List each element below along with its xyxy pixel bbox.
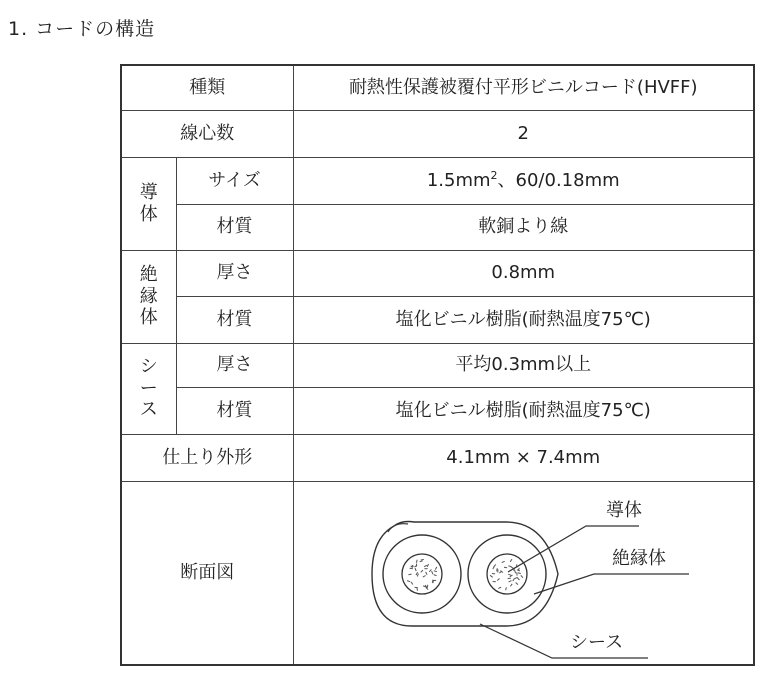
sheath-thickness-label: 厚さ <box>176 343 293 387</box>
conductor-group-label <box>121 157 176 250</box>
insulation-char: 体 <box>139 307 158 329</box>
strand-mark <box>490 575 493 577</box>
row-type <box>121 65 754 110</box>
outer-label: 仕上り外形 <box>121 434 293 481</box>
strand-mark <box>425 571 427 574</box>
strand-mark <box>515 582 517 584</box>
strand-mark <box>508 574 511 575</box>
strand-mark <box>520 575 522 577</box>
strand-mark <box>433 570 436 571</box>
strand-mark <box>407 580 410 581</box>
strand-mark <box>501 561 504 562</box>
cord-structure-table <box>120 64 755 666</box>
cross-section-diagram <box>294 482 755 664</box>
row-cores <box>121 110 754 157</box>
strand-mark <box>422 575 425 577</box>
strand-mark <box>498 587 501 588</box>
sheath-char: シ <box>139 356 158 378</box>
strand-mark <box>417 573 418 576</box>
strand-mark <box>416 559 417 562</box>
insulation-material-value: 塩化ビニル樹脂(耐熱温度75℃) <box>293 296 754 343</box>
insulation-thickness-value: 0.8mm <box>293 250 754 296</box>
row-conductor-size <box>121 157 754 204</box>
conductor-size-label: サイズ <box>176 157 293 204</box>
sheath-outline <box>372 521 558 626</box>
strand-mark <box>493 564 495 566</box>
cross-section-diagram-cell <box>293 481 754 665</box>
size-superscript: 2 <box>490 168 498 182</box>
label-sheath: シース <box>569 631 623 653</box>
strand-mark <box>427 564 428 567</box>
conductor-char: 体 <box>139 203 158 225</box>
strand-mark <box>496 568 497 571</box>
conductor-char: 導 <box>139 181 158 203</box>
row-cross-section <box>121 481 754 665</box>
row-sheath-thickness <box>121 343 754 387</box>
strand-mark <box>510 559 512 562</box>
strand-mark <box>431 571 432 574</box>
strand-mark <box>433 574 436 575</box>
label-conductor: 導体 <box>605 499 642 521</box>
sheath-char: ス <box>139 399 158 421</box>
strand-mark <box>420 559 423 560</box>
strand-mark <box>424 565 427 566</box>
outer-value: 4.1mm × 7.4mm <box>293 434 754 481</box>
right-conductor-strands <box>490 559 523 590</box>
strand-mark <box>416 572 417 575</box>
right-insulation <box>468 535 546 613</box>
row-sheath-material <box>121 387 754 434</box>
cores-value: 2 <box>293 110 754 157</box>
sheath-material-value: 塩化ビニル樹脂(耐熱温度75℃) <box>293 387 754 434</box>
sheath-thickness-value: 平均0.3mm以上 <box>293 343 754 387</box>
strand-mark <box>516 569 519 570</box>
insulation-material-label: 材質 <box>176 296 293 343</box>
conductor-size-value <box>293 157 754 204</box>
left-insulation <box>383 535 461 613</box>
strand-mark <box>505 587 506 590</box>
strand-mark <box>510 583 512 586</box>
strand-mark <box>432 580 433 583</box>
strand-mark <box>409 568 412 569</box>
strand-mark <box>420 570 422 572</box>
strand-mark <box>517 577 519 579</box>
strand-mark <box>429 569 431 571</box>
row-insulation-thickness <box>121 250 754 296</box>
size-main: 1.5mm <box>426 169 491 191</box>
strand-mark <box>416 587 417 590</box>
insulation-char: 縁 <box>139 285 158 307</box>
strand-mark <box>514 570 515 573</box>
strand-mark <box>499 571 502 573</box>
label-insulation: 絶縁体 <box>611 547 666 569</box>
size-rest: 、60/0.18mm <box>497 169 620 191</box>
conductor-material-label: 材質 <box>176 204 293 250</box>
strand-mark <box>425 585 427 588</box>
strand-mark <box>411 581 413 584</box>
insulation-thickness-label: 厚さ <box>176 250 293 296</box>
sheath-material-label: 材質 <box>176 387 293 434</box>
strand-mark <box>435 566 437 569</box>
strand-mark <box>517 572 520 573</box>
conductor-material-value: 軟銅より線 <box>293 204 754 250</box>
type-label: 種類 <box>121 65 293 110</box>
type-value: 耐熱性保護被覆付平形ビニルコード(HVFF) <box>293 65 754 110</box>
strand-mark <box>408 574 411 575</box>
row-outer-dimension <box>121 434 754 481</box>
cross-section-label: 断面図 <box>121 481 293 665</box>
strand-mark <box>419 560 422 561</box>
row-insulation-material <box>121 296 754 343</box>
left-conductor-strands <box>407 559 437 590</box>
insulation-char: 絶 <box>139 264 158 286</box>
strand-mark <box>508 580 511 581</box>
sheath-notch <box>388 523 408 531</box>
sheath-char: ー <box>139 377 158 399</box>
strand-mark <box>415 568 416 571</box>
strand-mark <box>508 565 511 566</box>
row-conductor-material <box>121 204 754 250</box>
section-heading: 1. コードの構造 <box>8 18 156 40</box>
cores-label: 線心数 <box>121 110 293 157</box>
strand-mark <box>497 578 499 580</box>
strand-mark <box>514 577 517 578</box>
insulation-group-label <box>121 250 176 343</box>
strand-mark <box>512 578 514 581</box>
sheath-group-label <box>121 343 176 434</box>
